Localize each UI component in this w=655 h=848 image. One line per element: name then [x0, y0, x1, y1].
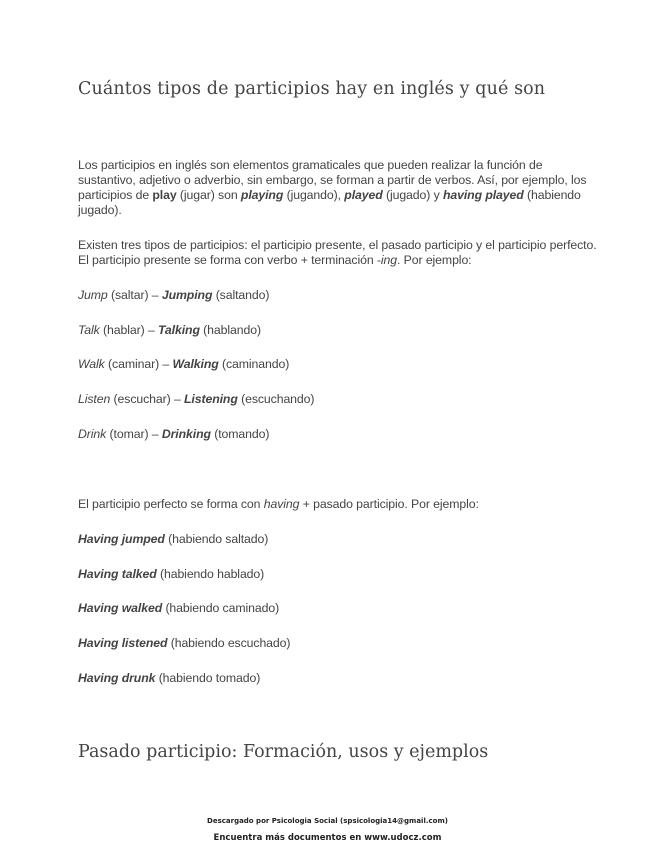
example-verb: Walk	[78, 357, 105, 371]
types-ing: ing	[380, 253, 398, 267]
intro-text-5: (habiendo jugado).	[78, 188, 581, 217]
perfect-example	[78, 532, 268, 546]
example-translation: (tomar) –	[106, 427, 162, 441]
types-text-1: Existen tres tipos de participios: el participio presente, el pasado participio y el participio perfecto. El participio presente se forma con verbo + terminación -	[78, 238, 597, 267]
example-gloss: (habiendo caminado)	[162, 601, 280, 615]
present-example	[78, 427, 269, 441]
perfect-example	[78, 636, 290, 650]
present-example	[78, 392, 314, 406]
example-gloss: (habiendo tomado)	[155, 671, 261, 685]
section-subtitle: Pasado participio: Formación, usos y ejemplos	[78, 742, 489, 762]
example-translation: (escuchar) –	[110, 392, 184, 406]
intro-paragraph	[78, 158, 598, 218]
example-participle: Having walked	[78, 601, 163, 615]
perfect-having: having	[263, 497, 300, 511]
example-gloss: (tomando)	[210, 427, 270, 441]
example-participle: Having jumped	[78, 532, 165, 546]
example-verb: Jump	[78, 288, 108, 302]
example-gloss: (habiendo saltado)	[164, 532, 269, 546]
example-participle: Talking	[157, 323, 200, 337]
intro-text-4: (jugado) y	[382, 188, 443, 202]
intro-bold-play: play	[152, 188, 177, 202]
example-participle: Drinking	[161, 427, 211, 441]
example-translation: (hablar) –	[99, 323, 158, 337]
example-gloss: (caminando)	[218, 357, 290, 371]
example-translation: (saltar) –	[107, 288, 162, 302]
footer-site-link[interactable]: Encuentra más documentos en www.udocz.com	[213, 833, 442, 843]
intro-played: played	[344, 188, 383, 202]
types-paragraph	[78, 238, 598, 268]
example-gloss: (escuchando)	[237, 392, 315, 406]
intro-text-3: (jugando),	[283, 188, 345, 202]
present-example	[78, 357, 289, 371]
example-verb: Talk	[78, 323, 100, 337]
types-text-2: . Por ejemplo:	[397, 253, 472, 267]
perfect-example	[78, 567, 264, 581]
intro-playing: playing	[240, 188, 284, 202]
intro-having-played: having played	[442, 188, 524, 202]
perfect-text-1: El participio perfecto se forma con	[78, 497, 264, 511]
page-title: Cuántos tipos de participios hay en inglés y qué son	[78, 79, 546, 99]
example-participle: Having talked	[78, 567, 157, 581]
example-gloss: (hablando)	[199, 323, 261, 337]
example-participle: Having drunk	[78, 671, 156, 685]
example-verb: Drink	[78, 427, 107, 441]
intro-text-1: Los participios en inglés son elementos gramaticales que pueden realizar la función de sustantivo, adjetivo o adverbio, sin embargo, se forman a partir de verbos. Así, por ejemplo, los participios de	[78, 158, 587, 202]
perfect-text-2: + pasado participio. Por ejemplo:	[299, 497, 479, 511]
present-example	[78, 323, 261, 337]
example-participle: Walking	[172, 357, 219, 371]
example-participle: Having listened	[78, 636, 168, 650]
example-gloss: (habiendo escuchado)	[167, 636, 291, 650]
perfect-paragraph	[78, 497, 479, 511]
example-participle: Listening	[184, 392, 238, 406]
perfect-example	[78, 601, 279, 615]
example-participle: Jumping	[161, 288, 213, 302]
perfect-example	[78, 671, 260, 685]
intro-text-2: (jugar) son	[176, 188, 241, 202]
example-gloss: (habiendo hablado)	[156, 567, 265, 581]
present-example	[78, 288, 269, 302]
example-verb: Listen	[78, 392, 111, 406]
footer-download-note: Descargado por Psicologia Social (spsicologia14@gmail.com)	[207, 817, 448, 825]
example-translation: (caminar) –	[104, 357, 173, 371]
example-gloss: (saltando)	[212, 288, 270, 302]
